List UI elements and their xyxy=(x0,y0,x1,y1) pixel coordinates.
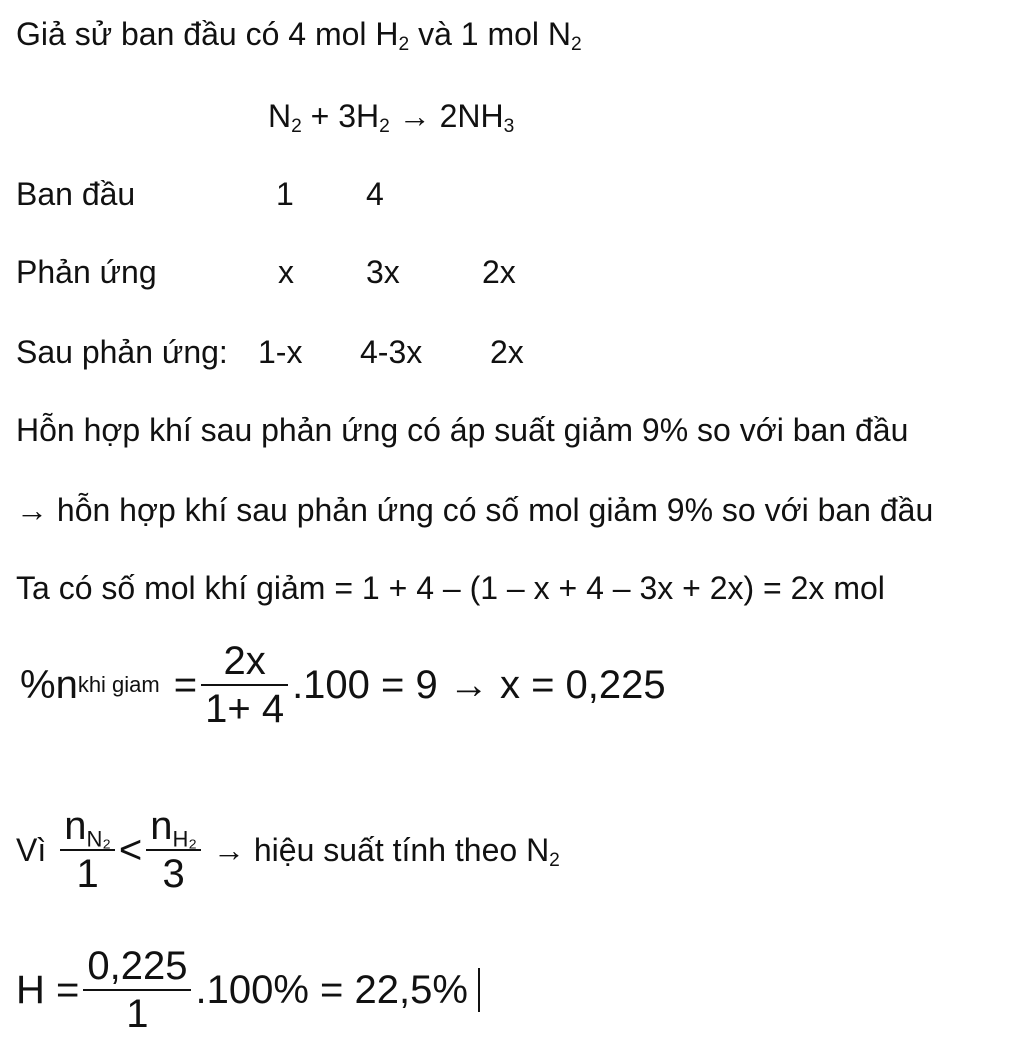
f2-den2: 3 xyxy=(162,852,185,896)
f3-rest: .100% = 22,5% xyxy=(195,968,468,1012)
f1-rest: .100 = 9 → x = 0,225 xyxy=(292,663,666,707)
calc-line: Ta có số mol khí giảm = 1 + 4 – (1 – x + 4 – 3x + 2x) = 2x mol xyxy=(16,570,885,606)
row-reaction-c1: x xyxy=(278,254,294,290)
pressure-line: Hỗn hợp khí sau phản ứng có áp suất giảm 9% so với ban đầu xyxy=(16,412,909,448)
formula-comparison xyxy=(16,790,560,910)
f2-num2-sub: H₂ xyxy=(172,826,197,852)
row-reaction-c2: 3x xyxy=(366,254,400,290)
row-after-c3: 2x xyxy=(490,334,524,370)
row-initial-c1: 1 xyxy=(276,176,294,212)
n-subscript: 2 xyxy=(571,33,582,55)
eq-plus-h2: + 3H xyxy=(301,98,380,134)
row-reaction-c3: 2x xyxy=(482,254,516,290)
f2-num1: n xyxy=(64,804,87,848)
formula-yield xyxy=(16,930,480,1050)
f3-denominator: 1 xyxy=(126,992,149,1036)
f2-num1-sub: N₂ xyxy=(86,826,111,852)
intro-line xyxy=(16,14,582,54)
f1-fraction xyxy=(201,640,288,730)
row-after-c1: 1-x xyxy=(258,334,303,370)
h-subscript: 2 xyxy=(398,33,410,55)
f2-bar1 xyxy=(60,849,115,851)
eq-nh3-sub: 3 xyxy=(503,115,515,137)
f2-fraction-n2 xyxy=(60,805,115,895)
f2-fraction-h2 xyxy=(146,805,201,895)
intro-mid: và 1 mol N xyxy=(409,16,571,52)
reaction-equation xyxy=(268,96,514,136)
eq-n2-sub: 2 xyxy=(291,115,302,137)
f2-vi: Vì xyxy=(16,832,47,868)
eq-h2-sub: 2 xyxy=(379,115,390,137)
f1-fraction-bar xyxy=(201,684,288,686)
f3-lhs: H = xyxy=(16,968,80,1012)
row-label-reaction: Phản ứng xyxy=(16,254,157,290)
f1-equals: = xyxy=(173,663,198,707)
f2-less-than: < xyxy=(118,828,143,872)
eq-arrow-nh3: → 2NH xyxy=(389,98,504,134)
formula-percent-decrease: %n khi giam = $\frac{2x}{1+ 4}$ .100 = 9 → x = 0,225 xyxy=(20,639,666,731)
f2-den1: 1 xyxy=(76,852,99,896)
text-cursor xyxy=(478,968,480,1012)
row-after-c2: 4-3x xyxy=(360,334,423,370)
f3-fraction xyxy=(83,945,191,1035)
moles-line: → hỗn hợp khí sau phản ứng có số mol giảm 9% so với ban đầu xyxy=(16,492,934,528)
f2-num2: n xyxy=(150,804,173,848)
f3-numerator: 0,225 xyxy=(87,944,188,988)
row-initial-c2: 4 xyxy=(366,176,384,212)
f3-bar xyxy=(83,989,191,991)
f2-tail xyxy=(213,830,560,870)
f1-numerator: 2x xyxy=(223,639,266,683)
row-label-after: Sau phản ứng: xyxy=(16,334,228,370)
f1-lhs: %n xyxy=(20,663,78,707)
eq-n2: N xyxy=(268,98,292,134)
f2-bar2 xyxy=(146,849,201,851)
row-label-initial: Ban đầu xyxy=(16,176,136,212)
f2-tail-sub: 2 xyxy=(549,849,560,871)
intro-text: Giả sử ban đầu có 4 mol H xyxy=(16,16,399,52)
f1-denominator: 1+ 4 xyxy=(205,687,285,731)
f2-tail-text: → hiệu suất tính theo N xyxy=(212,832,550,868)
